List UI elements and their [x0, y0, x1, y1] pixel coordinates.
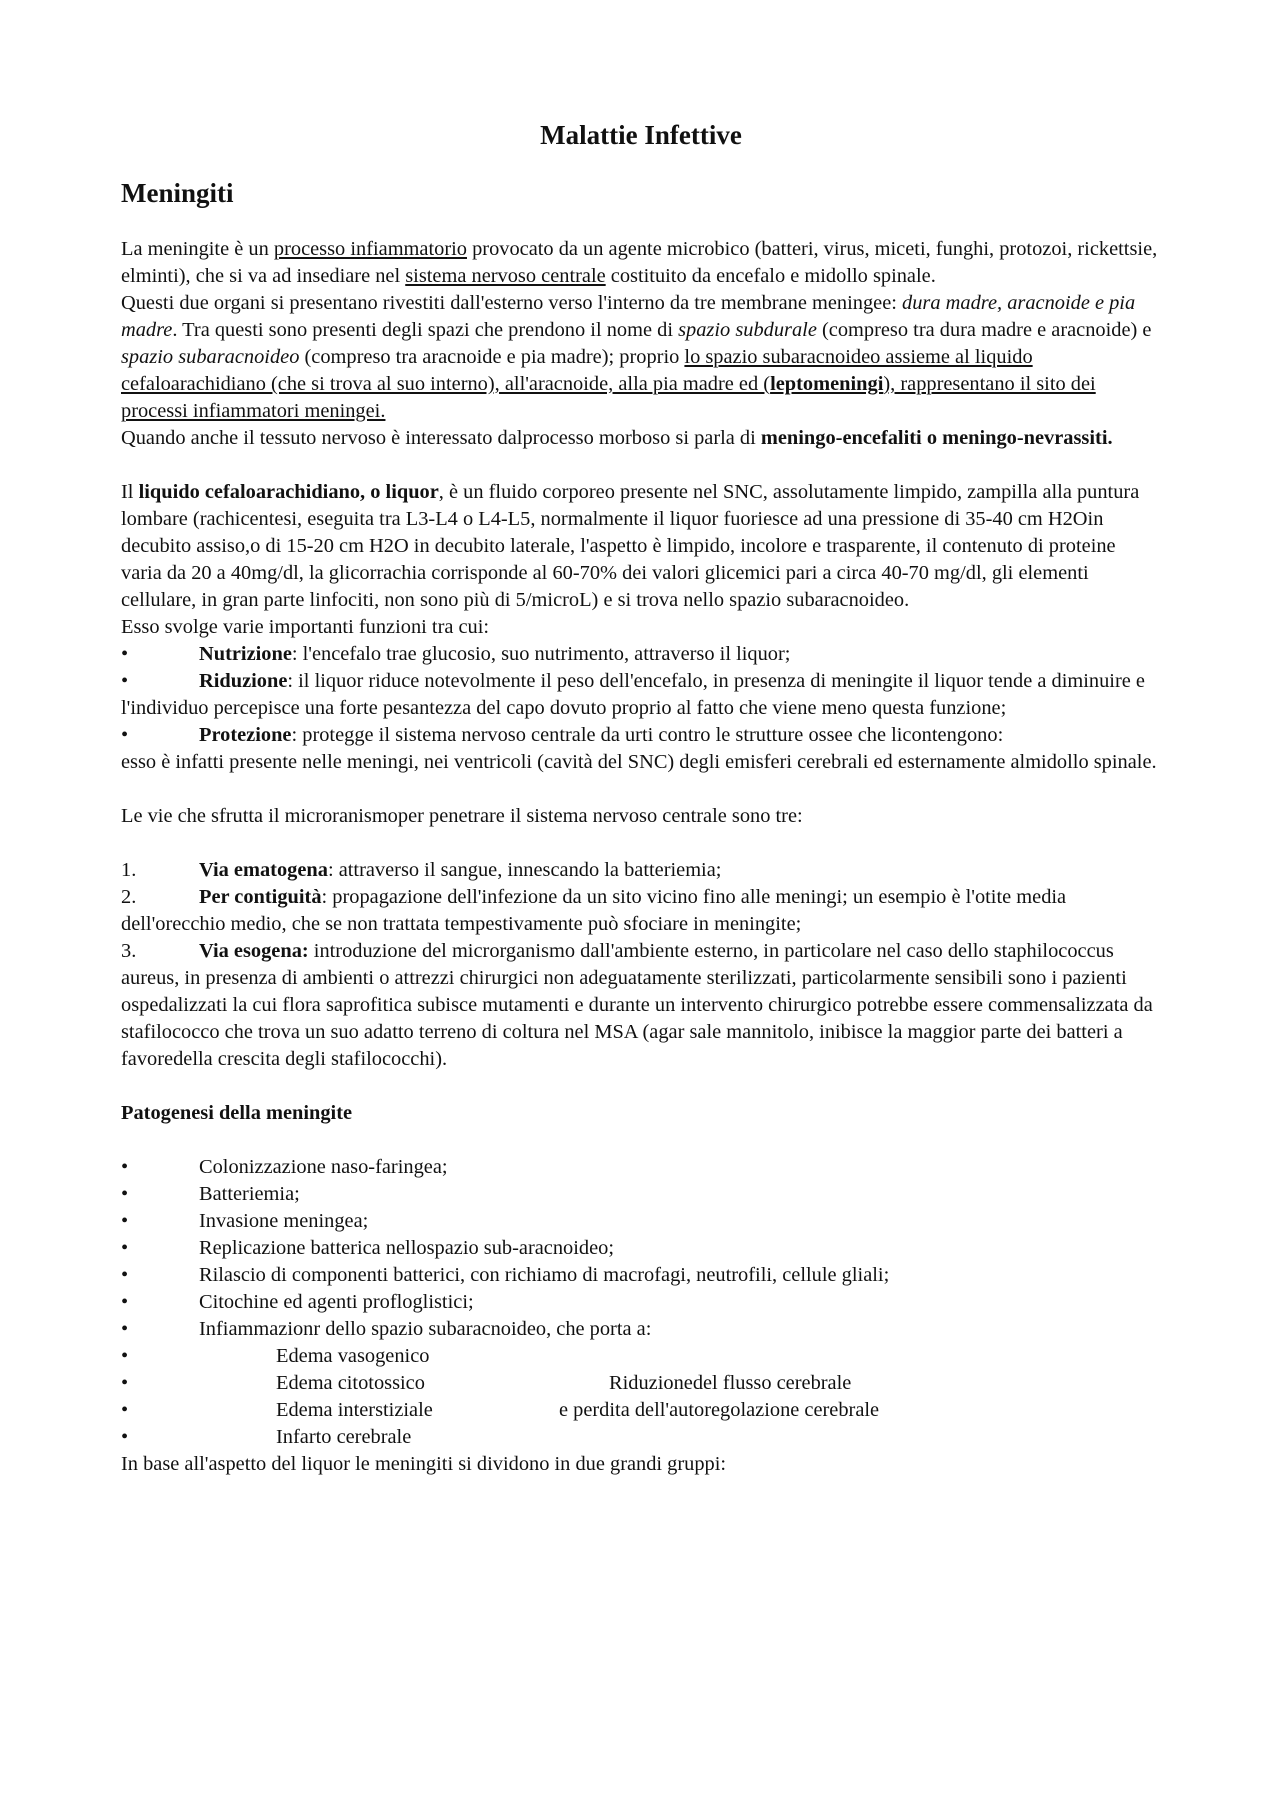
bullet-marker: • — [121, 1291, 129, 1313]
bullet-marker: • — [121, 1372, 129, 1394]
bullet-marker: • — [121, 1210, 129, 1232]
protection-continuation: esso è infatti presente nelle meningi, nei ventricoli (cavità del SNC) degli emisferi cerebrali ed esternamente almidollo spinale. — [121, 751, 1157, 773]
underlined-term: sistema nervoso centrale — [405, 265, 606, 287]
sub-list-item: • Edema citotossico Riduzionedel flusso cerebrale — [121, 1370, 1161, 1397]
list-item: • Batteriemia; — [121, 1181, 1161, 1208]
number-marker: 3. — [121, 940, 137, 962]
underlined-term: processo infiammatorio — [273, 238, 467, 260]
list-item: • Rilascio di componenti batterici, con richiamo di macrofagi, neutrofili, cellule gliali; — [121, 1262, 1161, 1289]
number-marker: 1. — [121, 859, 137, 881]
list-item: • Protezione: protegge il sistema nervoso centrale da urti contro le strutture ossee che licontengono: — [121, 722, 1161, 749]
numbered-item: 3. Via esogena: introduzione del microrganismo dall'ambiente esterno, in particolare nel caso dello staphilococcus aureus, in presenza di ambienti o attrezzi chirurgici non adeguatamente sterilizzati, particolarmente sensibili sono i pazienti ospedalizzati la cui flora saprofitica subisce mutamenti e durante un intervento chirurgico potrebbe essere commensalizzata da stafilococco che trova un suo adatto terreno di coltura nel MSA (agar sale mannitolo, inibisce la maggior parte dei batteri a favoredella crescita degli stafilococchi). — [121, 940, 1153, 1070]
bullet-marker: • — [121, 1426, 129, 1448]
bullet-marker: • — [121, 1399, 129, 1421]
list-item: • Colonizzazione naso-faringea; — [121, 1154, 1161, 1181]
membranes-paragraph: Questi due organi si presentano rivestiti dall'esterno verso l'interno da tre membrane meningee: dura madre, aracnoide e pia madre. Tra questi sono presenti degli spazi che prendono il nome di spazio subdurale (compreso tra dura madre e aracnoide) e spazio subaracnoideo (compreso tra aracnoide e pia madre); proprio lo spazio subaracnoideo assieme al liquido cefaloarachidiano (che si trova al suo interno), all'aracnoide, alla pia madre ed (leptomeningi), rappresentano il sito dei processi infiammatori meningei. — [121, 292, 1152, 422]
bullet-marker: • — [121, 724, 129, 746]
list-item: • Riduzione: il liquor riduce notevolmente il peso dell'encefalo, in presenza di meningite il liquor tende a diminuire e l'individuo percepisce una forte pesantezza del capo dovuto proprio al fatto che viene meno questa funzione; — [121, 670, 1145, 719]
document-title: Malattie Infettive — [540, 120, 742, 150]
bullet-marker: • — [121, 1264, 129, 1286]
bullet-marker: • — [121, 1237, 129, 1259]
bullet-marker: • — [121, 670, 129, 692]
document-page — [121, 118, 1161, 1478]
bullet-marker: • — [121, 1156, 129, 1178]
sub-list-item: • Edema interstiziale e perdita dell'autoregolazione cerebrale — [121, 1397, 1161, 1424]
pathogenesis-title: Patogenesi della meningite — [121, 1102, 353, 1124]
bullet-marker: • — [121, 1183, 129, 1205]
intro-paragraph: La meningite è un processo infiammatorio provocato da un agente microbico (batteri, virus, miceti, funghi, protozoi, rickettsie, elminti), che si va ad insediare nel sistema nervoso centrale costituito da encefalo e midollo spinale. — [121, 238, 1158, 287]
routes-intro: Le vie che sfrutta il microranismoper penetrare il sistema nervoso centrale sono tre: — [121, 805, 803, 827]
list-item: • Invasione meningea; — [121, 1208, 1161, 1235]
side-note: Riduzionedel flusso cerebrale — [609, 1372, 852, 1394]
bullet-marker: • — [121, 1318, 129, 1340]
meningo-encephalitis-paragraph: Quando anche il tessuto nervoso è interessato dalprocesso morboso si parla di meningo-encefaliti o meningo-nevrassiti. — [121, 427, 1113, 449]
sub-list-item: • Infarto cerebrale — [121, 1424, 1161, 1451]
functions-intro: Esso svolge varie importanti funzioni tra cui: — [121, 616, 490, 638]
bullet-marker: • — [121, 1345, 129, 1367]
sub-list-item: • Edema vasogenico — [121, 1343, 1161, 1370]
numbered-item: 1. Via ematogena: attraverso il sangue, innescando la batteriemia; — [121, 857, 1161, 884]
side-note: e perdita dell'autoregolazione cerebrale — [559, 1399, 880, 1421]
closing-line: In base all'aspetto del liquor le meningiti si dividono in due grandi gruppi: — [121, 1453, 727, 1475]
bullet-marker: • — [121, 643, 129, 665]
section-title: Meningiti — [121, 178, 234, 208]
numbered-item: 2. Per contiguità: propagazione dell'infezione da un sito vicino fino alle meningi; un esempio è l'otite media dell'orecchio medio, che se non trattata tempestivamente può sfociare in meningite; — [121, 886, 1067, 935]
list-item: • Citochine ed agenti profloglistici; — [121, 1289, 1161, 1316]
number-marker: 2. — [121, 886, 137, 908]
list-item: • Replicazione batterica nellospazio sub-aracnoideo; — [121, 1235, 1161, 1262]
list-item: • Infiammazionr dello spazio subaracnoideo, che porta a: — [121, 1316, 1161, 1343]
list-item: • Nutrizione: l'encefalo trae glucosio, suo nutrimento, attraverso il liquor; — [121, 641, 1161, 668]
liquor-paragraph: Il liquido cefaloarachidiano, o liquor, è un fluido corporeo presente nel SNC, assolutamente limpido, zampilla alla puntura lombare (rachicentesi, eseguita tra L3-L4 o L4-L5, normalmente il liquor fuoriesce ad una pressione di 35-40 cm H2Oin decubito assiso,o di 15-20 cm H2O in decubito laterale, l'aspetto è limpido, incolore e trasparente, il contenuto di proteine varia da 20 a 40mg/dl, la glicorrachia corrisponde al 60-70% dei valori glicemici pari a circa 40-70 mg/dl, gli elementi cellulare, in gran parte linfociti, non sono più di 5/microL) e si trova nello spazio subaracnoideo. — [121, 481, 1140, 611]
